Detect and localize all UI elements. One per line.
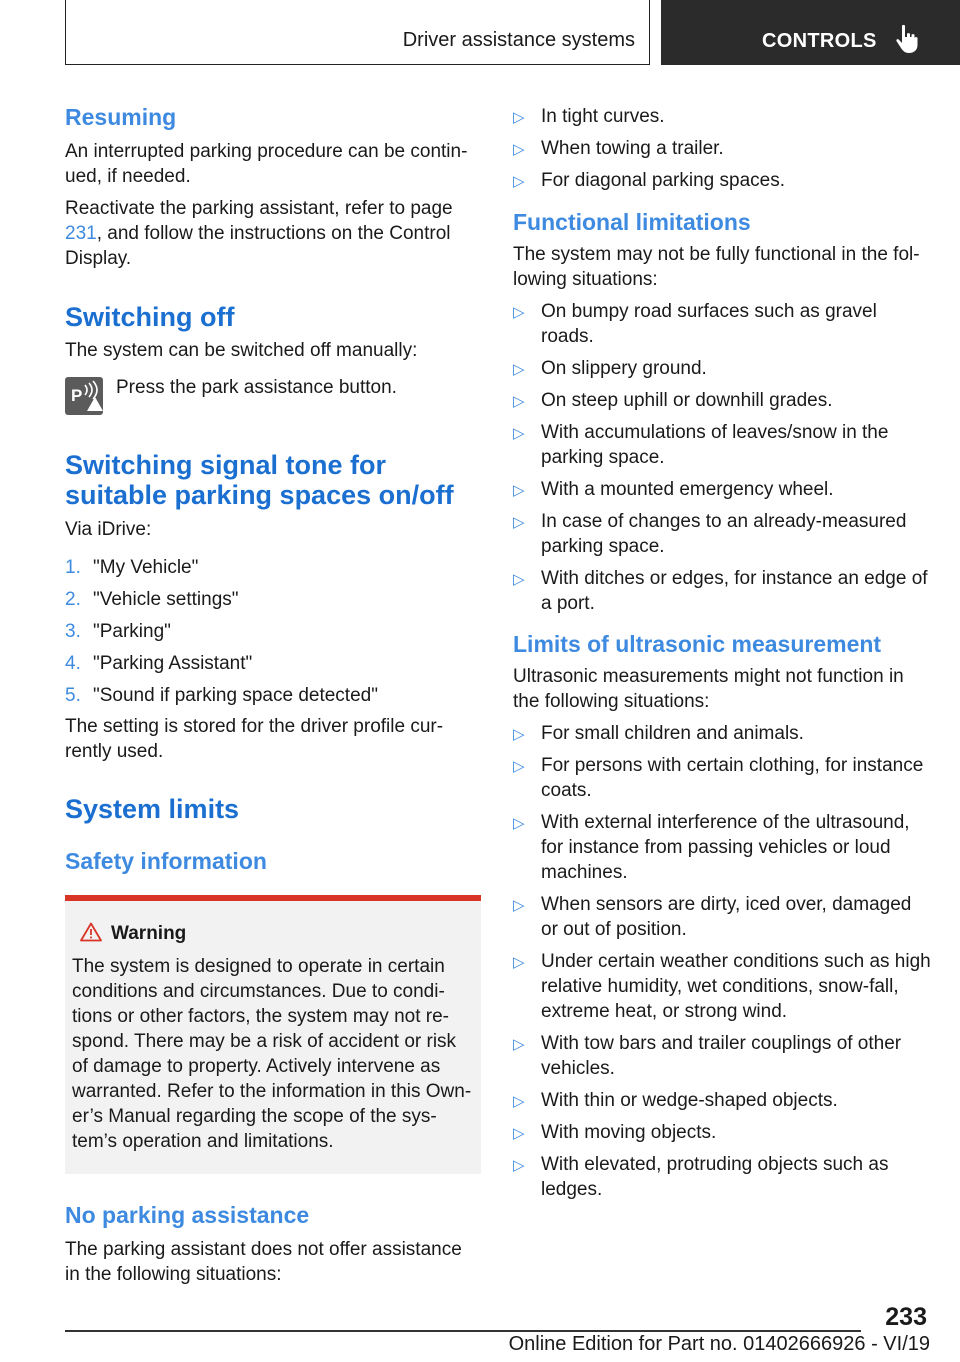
signal-tone-steps bbox=[65, 555, 481, 708]
bullet-triangle-icon: ▷ bbox=[513, 758, 525, 775]
heading-ultrasonic-limits: Limits of ultrasonic measurement bbox=[513, 631, 882, 657]
bullet-triangle-icon: ▷ bbox=[513, 571, 525, 588]
park-assist-button-text: Press the park assistance button. bbox=[116, 377, 397, 398]
list-item: ▷ For small children and animals. bbox=[513, 721, 931, 746]
functional-list bbox=[513, 299, 931, 616]
list-item: ▷ For persons with certain clothing, for instance coats. bbox=[513, 755, 924, 801]
page-link-231[interactable]: 231 bbox=[65, 223, 97, 244]
list-item: ▷ With accumulations of leaves/snow in the parking space. bbox=[513, 422, 889, 468]
left-column bbox=[65, 100, 481, 1287]
list-item: ▷ In tight curves. bbox=[513, 104, 931, 129]
bullet-triangle-icon: ▷ bbox=[513, 173, 525, 190]
bullet-triangle-icon: ▷ bbox=[513, 425, 525, 442]
no-assist-list bbox=[513, 104, 931, 193]
resuming-text-after: , and follow the instructions on the Control Display. bbox=[65, 223, 451, 269]
bullet-triangle-icon: ▷ bbox=[513, 482, 525, 499]
page-number: 233 bbox=[885, 1303, 927, 1331]
resuming-paragraph-2 bbox=[65, 196, 481, 271]
heading-safety-information: Safety information bbox=[65, 848, 267, 874]
list-item: 3. "Parking" bbox=[65, 621, 171, 642]
park-assist-button-icon bbox=[65, 377, 103, 415]
header-chapter-title: CONTROLS bbox=[762, 30, 877, 52]
ultrasonic-paragraph: Ultrasonic measurements might not function in the following situations: bbox=[513, 666, 904, 712]
list-item: ▷ With ditches or edges, for instance an edge of a port. bbox=[513, 568, 928, 614]
heading-functional-limitations: Functional limitations bbox=[513, 209, 751, 235]
bullet-triangle-icon: ▷ bbox=[513, 361, 525, 378]
bullet-triangle-icon: ▷ bbox=[513, 1036, 525, 1053]
bullet-triangle-icon: ▷ bbox=[513, 141, 525, 158]
bullet-triangle-icon: ▷ bbox=[513, 1125, 525, 1142]
list-item: 1. "My Vehicle" bbox=[65, 557, 199, 578]
warning-box bbox=[65, 895, 481, 1174]
resuming-text-before: Reactivate the parking assistant, refer to page bbox=[65, 198, 453, 219]
bullet-triangle-icon: ▷ bbox=[513, 304, 525, 321]
header-chapter-tab[interactable] bbox=[661, 0, 960, 65]
heading-no-parking-assistance: No parking assistance bbox=[65, 1202, 310, 1228]
list-item: ▷ On steep uphill or downhill grades. bbox=[513, 388, 931, 413]
list-item: ▷ With moving objects. bbox=[513, 1120, 931, 1145]
footer-divider bbox=[65, 1330, 861, 1332]
list-item: ▷ When towing a trailer. bbox=[513, 136, 931, 161]
list-item: ▷ With external interference of the ultrasound, for instance from passing vehicles or loud machines. bbox=[513, 812, 910, 883]
header-section-box bbox=[65, 0, 650, 65]
no-assist-paragraph: The parking assistant does not offer assistance in the following situations: bbox=[65, 1239, 462, 1285]
list-item: 2. "Vehicle settings" bbox=[65, 589, 239, 610]
bullet-triangle-icon: ▷ bbox=[513, 514, 525, 531]
list-item: ▷ In case of changes to an already-measured parking space. bbox=[513, 511, 907, 557]
bullet-triangle-icon: ▷ bbox=[513, 815, 525, 832]
signal-tone-note: The setting is stored for the driver profile cur‐rently used. bbox=[65, 716, 444, 762]
heading-resuming: Resuming bbox=[65, 104, 177, 130]
bullet-triangle-icon: ▷ bbox=[513, 393, 525, 410]
bullet-triangle-icon: ▷ bbox=[513, 954, 525, 971]
list-item: ▷ When sensors are dirty, iced over, damaged or out of position. bbox=[513, 894, 912, 940]
list-item: ▷ With thin or wedge-shaped objects. bbox=[513, 1088, 931, 1113]
list-item: ▷ On bumpy road surfaces such as gravel roads. bbox=[513, 301, 877, 347]
heading-system-limits: System limits bbox=[65, 794, 240, 824]
functional-paragraph: The system may not be fully functional in the fol‐lowing situations: bbox=[513, 244, 920, 290]
svg-text:P: P bbox=[71, 386, 83, 405]
switching-off-paragraph: The system can be switched off manually: bbox=[65, 340, 418, 361]
bullet-triangle-icon: ▷ bbox=[513, 726, 525, 743]
park-assist-button-row bbox=[65, 375, 481, 433]
bullet-triangle-icon: ▷ bbox=[513, 109, 525, 126]
list-item: 4. "Parking Assistant" bbox=[65, 653, 253, 674]
list-item: ▷ With elevated, protruding objects such as ledges. bbox=[513, 1154, 889, 1200]
signal-tone-intro: Via iDrive: bbox=[65, 519, 152, 540]
warning-text: The system is designed to operate in certain conditions and circumstances. Due to condi‐tions or other factors, the system may not re‐spond. There may be a risk of accident or risk of damage to property. Actively intervene as warranted. Refer to the information in this Own‐er’s Manual regarding the scope of the sys‐tem’s operation and limitations. bbox=[72, 956, 472, 1152]
ultrasonic-list bbox=[513, 721, 931, 1202]
bullet-triangle-icon: ▷ bbox=[513, 897, 525, 914]
header-section-title: Driver assistance systems bbox=[402, 29, 635, 51]
footer-edition: Online Edition for Part no. 01402666926 - VI/19 bbox=[508, 1333, 930, 1355]
pointing-hand-icon bbox=[895, 24, 921, 54]
bullet-triangle-icon: ▷ bbox=[513, 1157, 525, 1174]
list-item: ▷ Under certain weather conditions such as high relative humidity, wet conditions, snow‐fall, extreme heat, or strong wind. bbox=[513, 951, 931, 1022]
bullet-triangle-icon: ▷ bbox=[513, 1093, 525, 1110]
heading-signal-tone: Switching signal tone for suitable parking spaces on/off bbox=[65, 450, 454, 510]
list-item: ▷ For diagonal parking spaces. bbox=[513, 168, 931, 193]
right-column bbox=[513, 100, 931, 1209]
list-item: ▷ On slippery ground. bbox=[513, 356, 931, 381]
heading-switching-off: Switching off bbox=[65, 302, 235, 332]
warning-triangle-icon bbox=[80, 922, 102, 942]
resuming-paragraph-1: An interrupted parking procedure can be contin‐ued, if needed. bbox=[65, 141, 468, 187]
list-item: 5. "Sound if parking space detected" bbox=[65, 685, 378, 706]
list-item: ▷ With tow bars and trailer couplings of other vehicles. bbox=[513, 1033, 902, 1079]
warning-title: Warning bbox=[72, 921, 473, 946]
list-item: ▷ With a mounted emergency wheel. bbox=[513, 477, 931, 502]
